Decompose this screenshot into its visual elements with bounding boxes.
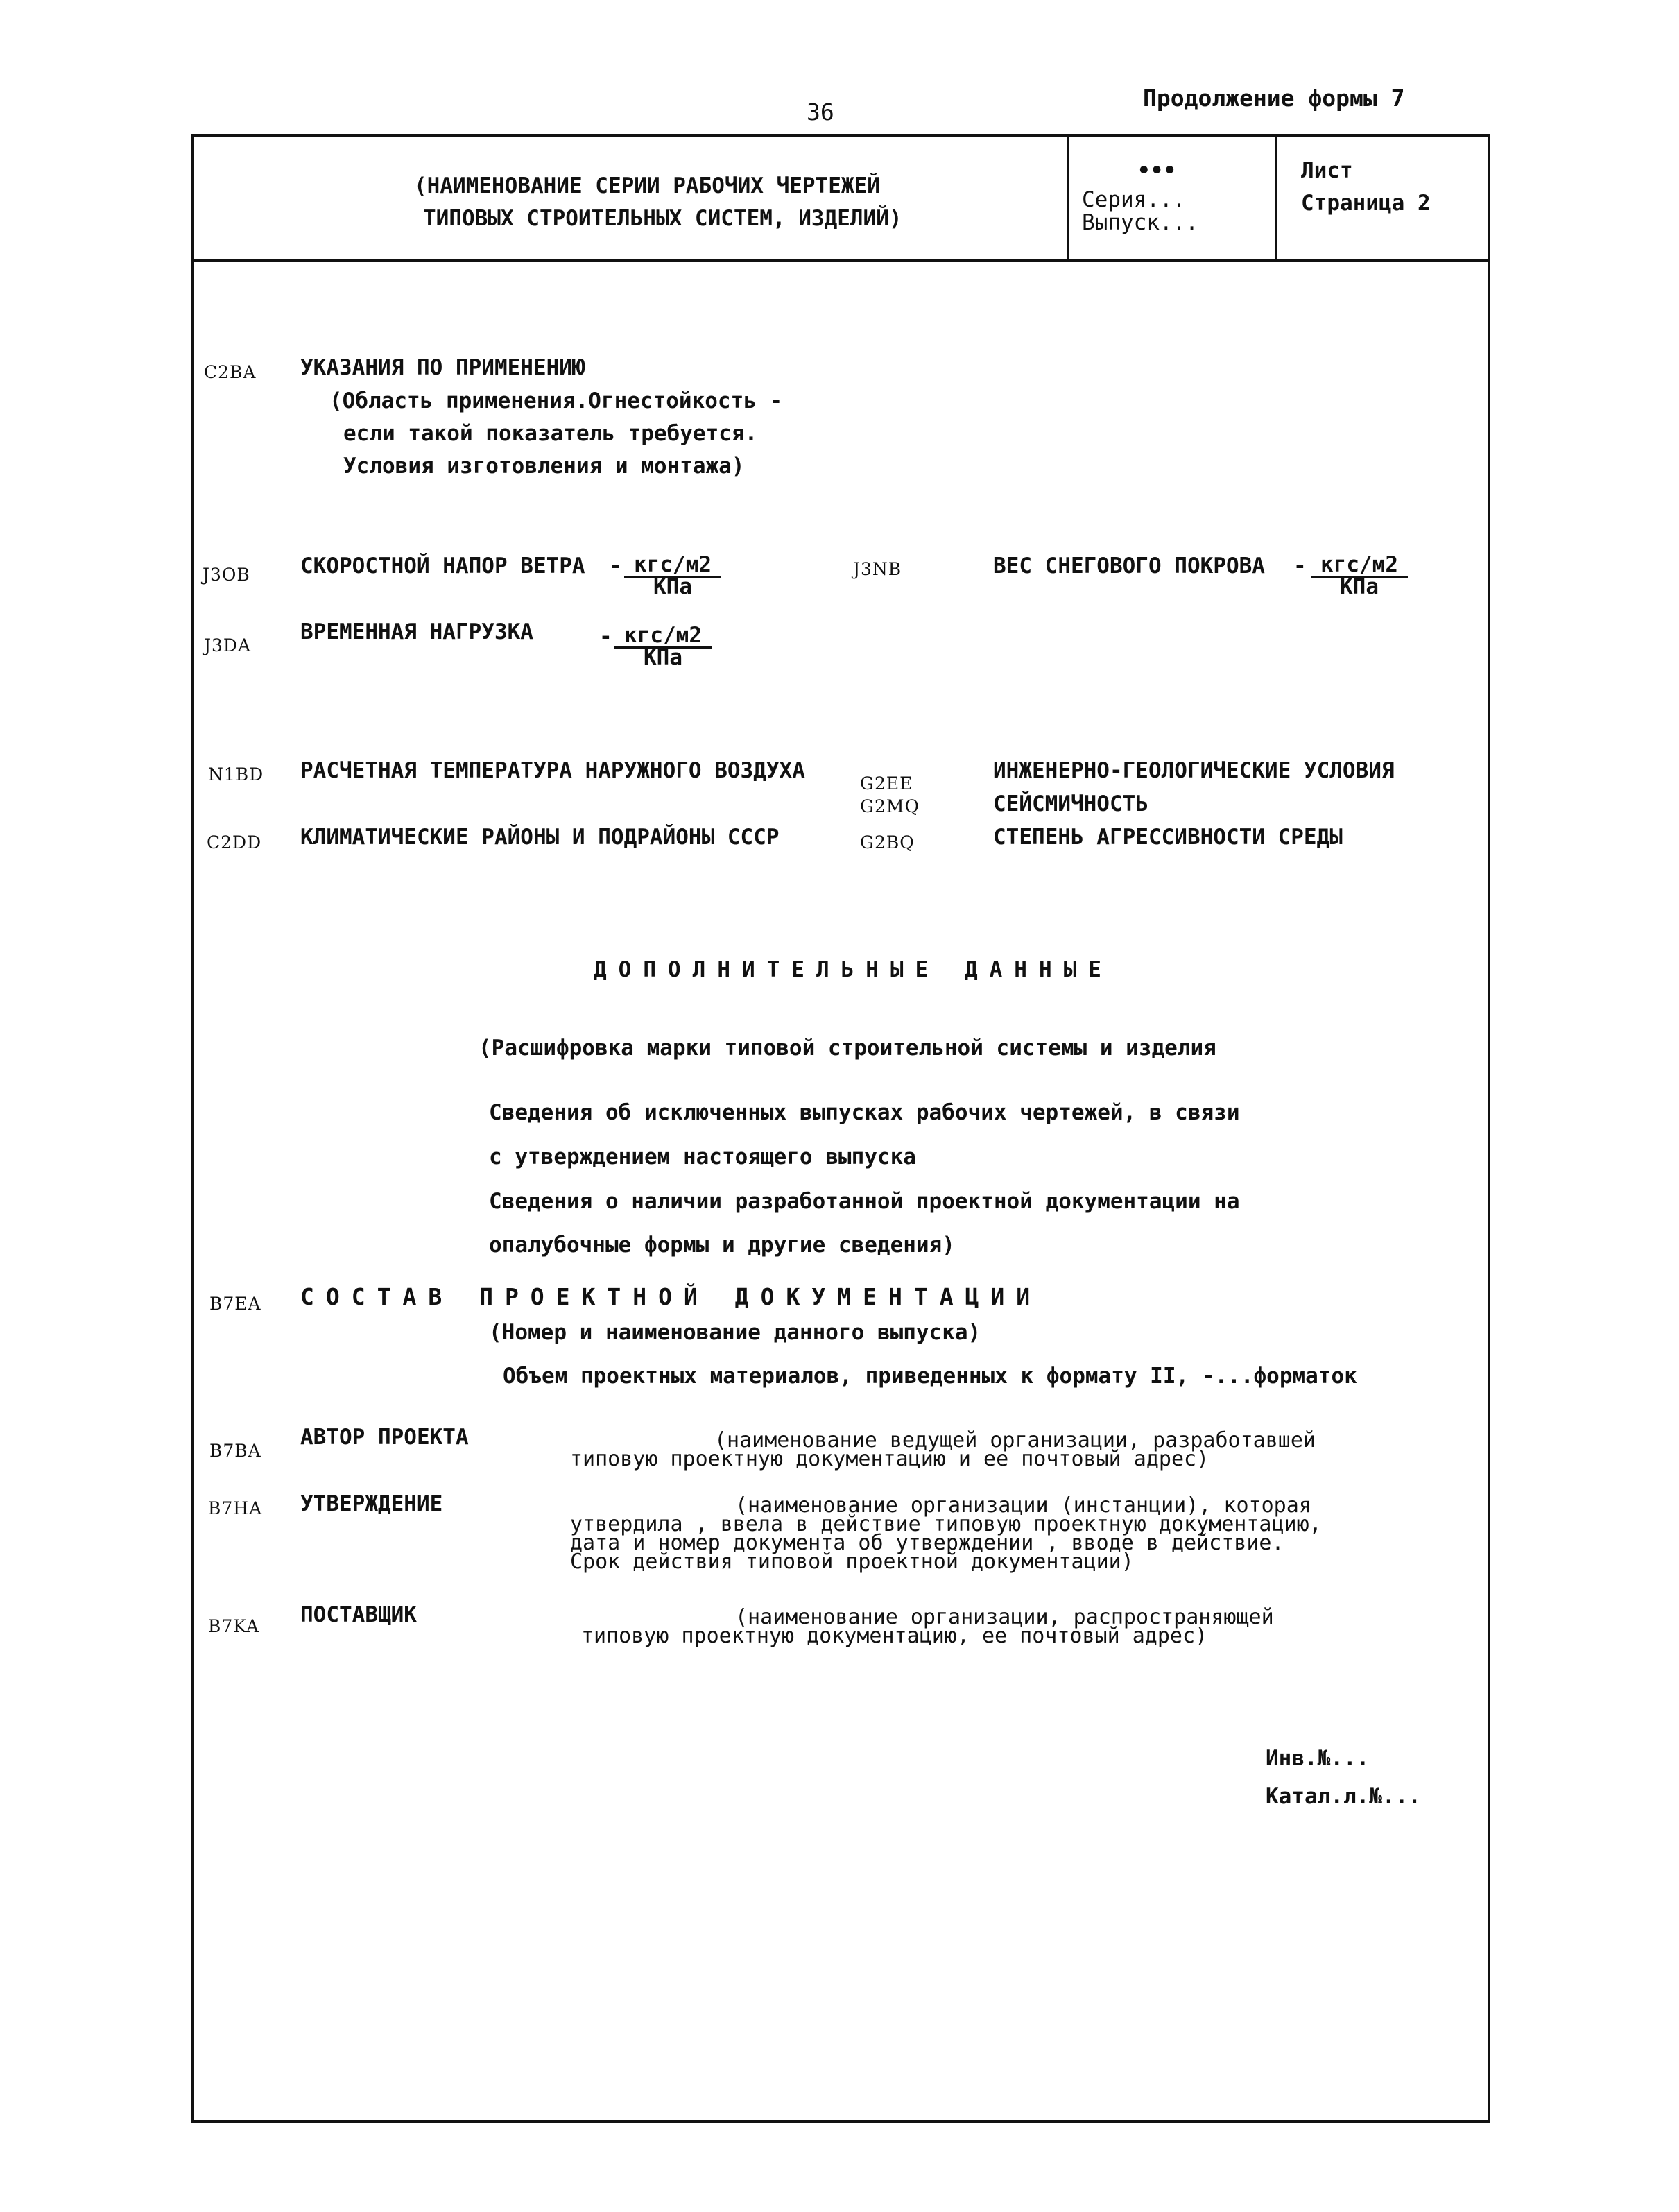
- temporary-unit-num: кгс/м2: [614, 624, 712, 649]
- composition-line1: (Номер и наименование данного выпуска): [489, 1320, 981, 1345]
- wind-unit-den: КПа: [653, 574, 692, 599]
- approval-label: УТВЕРЖДЕНИЕ: [300, 1491, 443, 1516]
- series-name-line1: (НАИМЕНОВАНИЕ СЕРИИ РАБОЧИХ ЧЕРТЕЖЕЙ: [414, 173, 880, 198]
- series-field: Серия...: [1082, 187, 1186, 212]
- approval-line2: утвердила , ввела в действие типовую проектную документацию,: [570, 1512, 1322, 1536]
- additional-line5: опалубочные формы и другие сведения): [489, 1233, 955, 1258]
- title-block-vline-1: [1067, 134, 1069, 261]
- snow-unit-num: кгс/м2: [1311, 554, 1408, 578]
- title-block-vline-2: [1275, 134, 1277, 261]
- geology-code: G2EE: [860, 773, 913, 794]
- wind-dash: -: [609, 554, 622, 578]
- application-code: C2BA: [204, 362, 257, 382]
- temporary-code: J3DA: [204, 635, 252, 655]
- composition-heading: СОСТАВ ПРОЕКТНОЙ ДОКУМЕНТАЦИИ: [300, 1283, 1042, 1310]
- snow-code: J3NB: [853, 559, 902, 579]
- seismic-label: СЕЙСМИЧНОСТЬ: [993, 791, 1148, 816]
- issue-field: Выпуск...: [1082, 210, 1198, 235]
- application-title: УКАЗАНИЯ ПО ПРИМЕНЕНИЮ: [300, 355, 585, 380]
- temperature-code: N1BD: [208, 764, 264, 785]
- wind-unit-num: кгс/м2: [624, 554, 721, 578]
- composition-code: B7EA: [209, 1294, 261, 1314]
- aggression-code: G2BQ: [860, 832, 915, 852]
- supplier-code: B7KA: [208, 1616, 259, 1636]
- title-dots: •••: [1137, 158, 1176, 183]
- application-line2: если такой показатель требуется.: [343, 421, 758, 446]
- climate-label: КЛИМАТИЧЕСКИЕ РАЙОНЫ И ПОДРАЙОНЫ СССР: [300, 825, 780, 850]
- series-name-line2: ТИПОВЫХ СТРОИТЕЛЬНЫХ СИСТЕМ, ИЗДЕЛИЙ): [423, 206, 902, 231]
- inventory-number: Инв.№...: [1266, 1746, 1370, 1771]
- author-line1: (наименование ведущей организации, разработавшей: [714, 1428, 1316, 1452]
- approval-code: B7HA: [208, 1498, 263, 1518]
- supplier-line2: типовую проектную документацию, ее почтовый адрес): [581, 1624, 1208, 1648]
- aggression-label: СТЕПЕНЬ АГРЕССИВНОСТИ СРЕДЫ: [993, 825, 1343, 850]
- temperature-label: РАСЧЕТНАЯ ТЕМПЕРАТУРА НАРУЖНОГО ВОЗДУХА: [300, 758, 805, 783]
- snow-unit-den: КПа: [1340, 574, 1379, 599]
- additional-line4: Сведения о наличии разработанной проектной документации на: [489, 1189, 1240, 1214]
- additional-heading: ДОПОЛНИТЕЛЬНЫЕ ДАННЫЕ: [594, 957, 1113, 982]
- additional-line2: Сведения об исключенных выпусках рабочих чертежей, в связи: [489, 1100, 1240, 1125]
- climate-code: C2DD: [207, 832, 262, 852]
- approval-line1: (наименование организации (инстанции), которая: [735, 1493, 1311, 1518]
- geology-label: ИНЖЕНЕРНО-ГЕОЛОГИЧЕСКИЕ УСЛОВИЯ: [993, 758, 1395, 783]
- wind-code: J3OB: [203, 565, 250, 585]
- catalog-number: Катал.л.№...: [1266, 1784, 1421, 1809]
- title-block-divider: [191, 259, 1490, 262]
- temporary-dash: -: [599, 624, 612, 649]
- page-number: 36: [807, 98, 834, 126]
- snow-label: ВЕС СНЕГОВОГО ПОКРОВА: [993, 554, 1265, 578]
- supplier-line1: (наименование организации, распространяющей: [735, 1605, 1274, 1629]
- author-code: B7BA: [209, 1441, 261, 1461]
- approval-line4: Срок действия типовой проектной документации): [570, 1550, 1134, 1574]
- approval-line3: дата и номер документа об утверждении , вводе в действие.: [570, 1531, 1284, 1555]
- wind-label: СКОРОСТНОЙ НАПОР ВЕТРА: [300, 554, 585, 578]
- application-line3: Условия изготовления и монтажа): [343, 454, 745, 479]
- wind-unit: [624, 552, 721, 599]
- additional-line1: (Расшифровка марки типовой строительной системы и изделия: [479, 1036, 1216, 1061]
- temporary-unit-den: КПа: [644, 645, 682, 670]
- page-field: Страница 2: [1301, 191, 1431, 216]
- snow-unit: [1311, 552, 1408, 599]
- additional-line3: с утверждением настоящего выпуска: [489, 1144, 916, 1169]
- snow-dash: -: [1293, 554, 1307, 578]
- sheet-label: Лист: [1301, 158, 1353, 183]
- composition-line2: Объем проектных материалов, приведенных к формату II, -...форматок: [503, 1364, 1357, 1389]
- temporary-label: ВРЕМЕННАЯ НАГРУЗКА: [300, 619, 533, 644]
- application-line1: (Область применения.Огнестойкость -: [329, 388, 783, 413]
- author-label: АВТОР ПРОЕКТА: [300, 1425, 469, 1450]
- seismic-code: G2MQ: [860, 796, 920, 816]
- supplier-label: ПОСТАВЩИК: [300, 1602, 417, 1627]
- temporary-unit: [614, 623, 712, 670]
- author-line2: типовую проектную документацию и ее почтовый адрес): [570, 1447, 1209, 1471]
- form-continuation: Продолжение формы 7: [1143, 85, 1405, 112]
